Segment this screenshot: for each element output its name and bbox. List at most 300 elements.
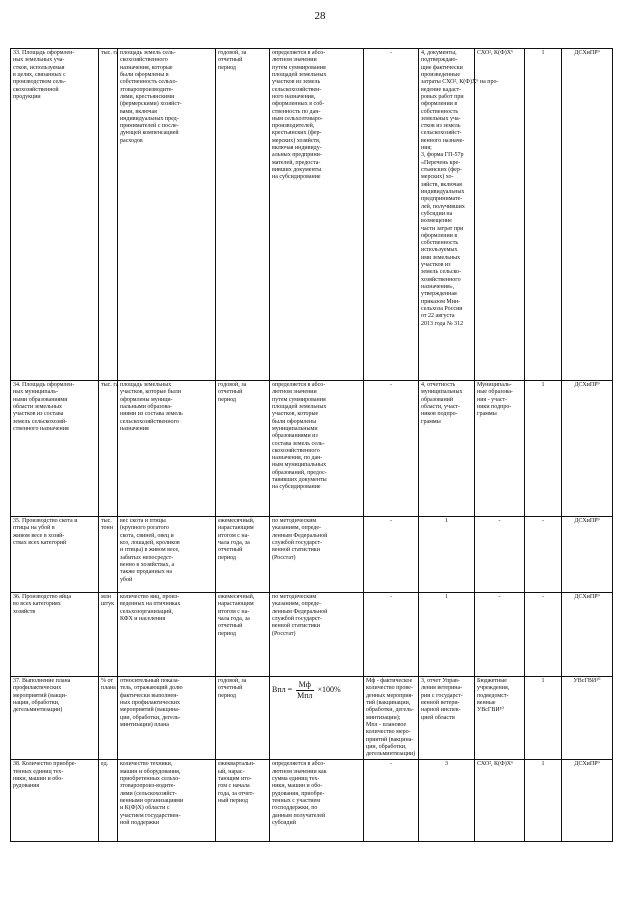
method-line: мерских) хозяйств, xyxy=(272,137,321,144)
indicator-name-cell xyxy=(11,760,99,842)
definition-cell xyxy=(118,381,216,517)
table-row xyxy=(11,677,613,760)
data-source-cell xyxy=(419,381,475,517)
method-cell xyxy=(270,677,364,760)
data-source-line: нарной инспек- xyxy=(421,707,461,714)
definition-line: участков, которые были xyxy=(120,389,181,396)
method-line: лютном значении xyxy=(272,57,317,64)
indicator-name-line: Производство яйца xyxy=(22,594,72,600)
definition-line: пальными образова- xyxy=(120,403,172,410)
rank-cell xyxy=(525,760,562,842)
method-line: указаниям, опреде- xyxy=(272,601,322,608)
rank-cell xyxy=(525,677,562,760)
formula-fraction xyxy=(294,680,315,701)
respondent-line: ные образова- xyxy=(477,389,513,396)
periodicity-cell xyxy=(216,760,270,842)
data-source-line: рии с государст- xyxy=(421,692,463,699)
method-line: службой государст- xyxy=(272,615,323,622)
respondent-line: граммы xyxy=(477,411,497,418)
indicator-name-line: производством сель- xyxy=(13,79,66,86)
method-line: образований, предос- xyxy=(272,469,327,476)
method-line: (Росстат) xyxy=(272,630,296,637)
indicator-name-line: ственного назначения xyxy=(13,425,69,432)
method-cell xyxy=(270,381,364,517)
indicators-table xyxy=(10,48,613,842)
base-indicators-cell xyxy=(364,49,419,381)
periodicity-line: итогом с на- xyxy=(218,608,250,615)
base-indicator-line: Мпл - плановое xyxy=(366,721,407,728)
definition-line: и птицы) в живом весе, xyxy=(120,547,180,554)
definition-cell xyxy=(118,593,216,677)
respondent-line: СХО², К(Ф)Х⁶ xyxy=(477,761,514,768)
indicator-name-line: в целях, связанных с xyxy=(13,71,66,78)
definition-cell xyxy=(118,760,216,842)
unit-line: % от xyxy=(101,678,114,684)
indicator-name-cell xyxy=(11,677,99,760)
method-line: назначения, по дан- xyxy=(272,455,323,462)
definition-line: приобретенных сельхо- xyxy=(120,776,181,783)
table-row xyxy=(11,517,613,593)
rank-value: 1 xyxy=(541,761,545,768)
base-indicator-value: - xyxy=(390,382,392,388)
data-source-line: утвержденная xyxy=(421,291,457,298)
data-source-line: зяйств, включая xyxy=(421,181,462,188)
method-line: ственность по дан- xyxy=(272,108,321,115)
respondent-cell xyxy=(475,381,525,517)
data-source-line: цией области xyxy=(421,714,455,721)
indicator-name-cell xyxy=(11,49,99,381)
base-indicator-value: - xyxy=(390,594,392,600)
periodicity-cell xyxy=(216,677,270,760)
unit-cell xyxy=(99,677,118,760)
table-row xyxy=(11,49,613,381)
data-source-line: 2013 года № 312 xyxy=(421,320,464,327)
data-source-line: ведение кадаст- xyxy=(421,86,462,93)
rank-value: 1 xyxy=(541,678,545,684)
method-line: площадей земельных xyxy=(272,71,327,78)
method-line: венной статистики xyxy=(272,547,320,554)
data-source-line: лей, получивших xyxy=(421,203,465,210)
data-source-line: части затрат при xyxy=(421,225,464,232)
method-line: указаниям, опреде- xyxy=(272,525,322,532)
indicator-name-line: нации, обработки, xyxy=(13,699,60,706)
unit-line: ед. xyxy=(101,761,109,768)
method-line: скохозяйственного xyxy=(272,447,320,454)
data-source-line: области, участ- xyxy=(421,403,461,410)
definition-line: вес скота и птицы xyxy=(120,518,166,524)
definition-line: расходов xyxy=(120,137,143,144)
method-line: ленным Федеральной xyxy=(272,608,328,615)
rank-cell xyxy=(525,49,562,381)
rank-cell xyxy=(525,381,562,517)
definition-line: (крупного рогатого xyxy=(120,525,169,532)
formula-numerator: Мф xyxy=(296,680,314,691)
data-source-line: предпринимате- xyxy=(421,196,463,203)
indicator-name-line: Площадь оформлен- xyxy=(22,50,75,56)
responsible-cell xyxy=(562,517,613,593)
data-source-line: оформлении в xyxy=(421,232,458,239)
indicator-name-line: области земельных xyxy=(13,403,63,410)
formula-rhs: ×100% xyxy=(317,685,341,695)
definition-line: вами, включая xyxy=(120,108,157,115)
method-line: ным муниципальных xyxy=(272,462,327,469)
indicator-name-line: тенных единиц тех- xyxy=(13,768,64,775)
definition-line: забитых непосредст- xyxy=(120,554,174,561)
data-source-line: ния; xyxy=(421,145,432,152)
table-row xyxy=(11,381,613,517)
unit-line: штук xyxy=(101,601,115,608)
periodicity-line: период xyxy=(218,630,236,637)
definition-line: сельскохозяйственного xyxy=(120,418,179,425)
table-row xyxy=(11,593,613,677)
row-number: 35. xyxy=(13,518,21,524)
definition-line: относительный показа- xyxy=(120,678,180,684)
definition-line: зтоваропроизводите- xyxy=(120,86,174,93)
responsible-value: УВсГВИ¹⁰ xyxy=(573,678,601,684)
indicator-name-line: Производство скота и xyxy=(22,518,78,524)
periodicity-line: итогом с на- xyxy=(218,532,250,539)
data-source-line: муниципальных xyxy=(421,389,463,396)
periodicity-line: отчетный xyxy=(218,57,243,64)
definition-line: количество техники, xyxy=(120,761,173,768)
method-line: муниципальными xyxy=(272,425,318,432)
base-indicator-line: денных мероприя- xyxy=(366,692,414,699)
method-line: участков из земель xyxy=(272,79,321,86)
periodicity-line: период xyxy=(218,554,236,561)
periodicity-line: отчетный xyxy=(218,389,243,396)
base-indicator-line: Мф - фактическое xyxy=(366,678,413,684)
definition-line: венно в хозяйствах, а xyxy=(120,561,175,568)
respondent-line: СХО², К(Ф)Х⁶ xyxy=(477,50,514,56)
definition-line: назначения xyxy=(120,425,149,432)
method-line: были оформлены xyxy=(272,418,317,425)
periodicity-line: чала года, за xyxy=(218,615,250,622)
indicator-name-line: птицы на убой в xyxy=(13,525,55,532)
periodicity-line: чала года, за xyxy=(218,539,250,546)
data-source-line: 1 xyxy=(445,518,448,524)
periodicity-line: отчетный xyxy=(218,623,243,630)
row-number: 33. xyxy=(13,50,21,56)
definition-line: скохозяйственного xyxy=(120,57,168,64)
periodicity-line: годовой, за xyxy=(218,678,247,684)
row-number: 38. xyxy=(13,761,21,768)
definition-line: ниями из состава земель xyxy=(120,411,183,418)
definition-line: площадь земель сель- xyxy=(120,50,176,56)
method-line: оформленных в соб- xyxy=(272,101,325,108)
base-indicator-value: - xyxy=(390,761,392,768)
data-source-line: венной ветери- xyxy=(421,699,460,706)
base-indicator-line: дегельминтизации) xyxy=(366,751,416,758)
base-indicator-line: ции, обработки, xyxy=(366,743,407,750)
indicator-name-line: ных муниципаль- xyxy=(13,389,59,396)
method-line: тавивших документы xyxy=(272,477,327,484)
data-source-line: затраты СХО², К(Ф)Х⁶ на про- xyxy=(421,79,499,86)
data-source-line: участков из xyxy=(421,262,451,269)
periodicity-line: нарастающим xyxy=(218,525,254,532)
definition-line: сельхозорганизаций, xyxy=(120,608,173,615)
indicator-name-cell xyxy=(11,381,99,517)
data-source-line: 3 xyxy=(445,761,448,768)
periodicity-line: тающим ито- xyxy=(218,776,252,783)
definition-line: были оформлены в xyxy=(120,71,169,78)
page-number: 28 xyxy=(314,10,326,22)
method-line: участков, которые xyxy=(272,411,319,418)
periodicity-cell xyxy=(216,381,270,517)
method-line: сельскохозяйствен- xyxy=(272,86,322,93)
respondent-line: Муниципаль- xyxy=(477,382,512,388)
data-source-line: назначения», xyxy=(421,284,455,290)
method-line: включая индивиду- xyxy=(272,145,322,152)
row-number: 37. xyxy=(13,678,21,684)
data-source-line: субсидии на xyxy=(421,210,453,217)
method-line: образованиями из xyxy=(272,433,318,440)
method-line: (Росстат) xyxy=(272,554,296,561)
method-line: лютном значении как xyxy=(272,768,327,775)
definition-line: КФХ и населения xyxy=(120,615,166,622)
unit-line: тыс. xyxy=(101,518,112,524)
data-source-cell xyxy=(419,517,475,593)
method-cell xyxy=(270,593,364,677)
definition-line: собственность сельхо- xyxy=(120,79,178,86)
method-line: господдержки, по xyxy=(272,805,318,812)
responsible-value: ДСХиПР⁹ xyxy=(574,518,600,524)
indicator-name-line: скохозяйственной xyxy=(13,86,59,93)
row-number: 34. xyxy=(13,382,21,388)
data-source-line: хозяйственного xyxy=(421,276,461,283)
data-source-line: земель сельско- xyxy=(421,269,462,276)
responsible-value: ДСХиПР⁹ xyxy=(574,761,600,768)
data-source-line: щие фактически xyxy=(421,64,463,71)
periodicity-line: ежемесячный, xyxy=(218,594,255,600)
definition-line: лями, крестьянскими xyxy=(120,93,175,100)
base-indicator-line: приятий (вакцина- xyxy=(366,736,414,743)
data-source-line: ими земельных xyxy=(421,254,461,261)
unit-line: млн xyxy=(101,594,112,600)
data-source-line: земельных уча- xyxy=(421,115,461,122)
periodicity-line: период xyxy=(218,692,236,699)
responsible-cell xyxy=(562,677,613,760)
respondent-line: Бюджетные xyxy=(477,678,507,684)
method-cell xyxy=(270,49,364,381)
data-source-line: 1 xyxy=(445,594,448,600)
data-source-line: приказом Мин- xyxy=(421,298,461,305)
responsible-cell xyxy=(562,49,613,381)
method-line: сумма единиц тех- xyxy=(272,776,320,783)
periodicity-line: нарастающим xyxy=(218,601,254,608)
indicator-name-line: ных земельных уча- xyxy=(13,57,65,64)
indicator-name-line: земель сельскохозяй- xyxy=(13,418,68,425)
periodicity-cell xyxy=(216,593,270,677)
respondent-line: ния - участ- xyxy=(477,396,508,403)
respondent-cell xyxy=(475,517,525,593)
method-line: службой государст- xyxy=(272,539,323,546)
rank-cell xyxy=(525,593,562,677)
definition-line: тель, отражающий долю xyxy=(120,685,183,692)
data-source-line: 4, документы, xyxy=(421,50,457,56)
indicator-name-line: мероприятий (вакци- xyxy=(13,692,67,699)
definition-cell xyxy=(118,49,216,381)
periodicity-line: ежемесячный, xyxy=(218,518,255,524)
base-indicator-line: количество меро- xyxy=(366,729,411,736)
method-line: площадей земельных xyxy=(272,403,327,410)
data-source-line: граммы xyxy=(421,418,441,425)
method-cell xyxy=(270,760,364,842)
method-line: ники, машин и обо- xyxy=(272,783,323,790)
formula-lhs: Впл = xyxy=(272,685,293,695)
respondent-cell xyxy=(475,593,525,677)
definition-line: назначения, которые xyxy=(120,64,173,71)
data-source-line: венного назначе- xyxy=(421,137,465,144)
definition-line: веденных на птичниках xyxy=(120,601,181,608)
indicator-name-line: рудования xyxy=(13,783,40,790)
respondent-cell xyxy=(475,760,525,842)
data-source-cell xyxy=(419,760,475,842)
definition-line: коз, лошадей, кроликов xyxy=(120,539,180,546)
periodicity-line: период xyxy=(218,396,236,403)
definition-line: (фермерскими) хозяйст- xyxy=(120,101,182,108)
method-line: вивших документы xyxy=(272,167,322,173)
respondent-cell xyxy=(475,49,525,381)
method-line: крестьянских (фер- xyxy=(272,130,322,137)
indicator-name-line: Количество приобре- xyxy=(22,761,77,768)
data-source-line: оформлении в xyxy=(421,101,458,108)
data-source-cell xyxy=(419,677,475,760)
data-source-line: собственность xyxy=(421,108,459,115)
definition-line: и К(Ф)Х) области с xyxy=(120,805,170,812)
base-indicators-cell xyxy=(364,677,419,760)
definition-line: венными организациями xyxy=(120,798,184,804)
indicator-name-line: хозяйств xyxy=(13,608,36,615)
indicator-name-line: профилактических xyxy=(13,685,62,692)
definition-line: минтизации) плана xyxy=(120,721,169,728)
definition-line: оформлены муници- xyxy=(120,396,173,403)
base-indicator-line: обработки, дегель- xyxy=(366,707,414,714)
periodicity-line: годовой, за xyxy=(218,382,247,388)
data-source-line: от 22 августа xyxy=(421,313,455,320)
method-line: определяется в абсо- xyxy=(272,50,326,56)
unit-line: тонн xyxy=(101,525,113,532)
unit-line: тыс. га xyxy=(101,382,119,388)
indicator-name-line: ными образованиями xyxy=(13,396,68,403)
method-line: венной статистики xyxy=(272,623,320,630)
base-indicators-cell xyxy=(364,381,419,517)
base-indicator-line: количество прове- xyxy=(366,685,413,692)
responsible-value: ДСХиПР⁹ xyxy=(574,382,600,388)
data-source-line: собственность xyxy=(421,240,459,247)
formula xyxy=(272,680,361,701)
method-line: данным получателей xyxy=(272,812,326,819)
indicator-name-line: Выполнение плана xyxy=(22,678,71,684)
base-indicator-value: - xyxy=(390,518,392,524)
row-number: 36. xyxy=(13,594,21,600)
indicator-name-line: живом весе в хозяй- xyxy=(13,532,65,539)
data-source-line: стьянских (фер- xyxy=(421,167,462,173)
indicator-name-line: ники, машин и обо- xyxy=(13,776,64,783)
method-line: на субсидирование xyxy=(272,484,321,491)
indicator-name-cell xyxy=(11,517,99,593)
data-source-line: индивидуальных xyxy=(421,188,465,195)
respondent-cell xyxy=(475,677,525,760)
data-source-line: мерских) хо- xyxy=(421,174,454,181)
base-indicator-value: - xyxy=(390,50,392,56)
table-row xyxy=(11,760,613,842)
indicator-name-line: продукции xyxy=(13,93,41,100)
respondent-line: - xyxy=(498,594,501,600)
data-source-line: «Перечень кре- xyxy=(421,159,461,166)
data-source-line: образований xyxy=(421,396,454,403)
definition-line: количество яиц, произ- xyxy=(120,594,180,600)
data-source-line: возмещение xyxy=(421,218,452,225)
unit-cell xyxy=(99,381,118,517)
definition-line: скота, свиней, овец и xyxy=(120,532,174,539)
method-line: ленным Федеральной xyxy=(272,532,328,539)
definition-cell xyxy=(118,677,216,760)
definition-line: индивидуальных пред- xyxy=(120,115,179,122)
periodicity-line: ый, нараc- xyxy=(218,768,245,775)
responsible-cell xyxy=(562,593,613,677)
indicator-name-line: стков, используемая xyxy=(13,64,65,71)
method-line: ным сельхозтоваро- xyxy=(272,115,323,122)
definition-line: дующей компенсацией xyxy=(120,130,179,137)
definition-line: принимателей с после- xyxy=(120,123,179,130)
periodicity-cell xyxy=(216,49,270,381)
indicator-name-line: Площадь оформлен- xyxy=(22,382,75,388)
data-source-cell xyxy=(419,49,499,381)
unit-cell xyxy=(99,593,118,677)
formula-denominator: Мпл xyxy=(297,690,313,700)
unit-line: плана xyxy=(101,685,116,692)
data-source-line: 4, отчетность xyxy=(421,382,456,388)
definition-line: площадь земельных xyxy=(120,382,172,388)
data-source-line: 3, форма ГП-57р xyxy=(421,152,464,159)
definition-line: зтоваропроиз-водите- xyxy=(120,783,176,790)
method-line: определяется в абсо- xyxy=(272,382,326,388)
data-source-line: ровых работ при xyxy=(421,93,464,100)
data-source-line: используемых xyxy=(421,247,458,254)
periodicity-line: года, за отчет- xyxy=(218,790,255,797)
data-source-line: сельхоза России xyxy=(421,305,463,312)
periodicity-line: отчетный xyxy=(218,685,243,692)
method-line: путем суммирования xyxy=(272,396,326,403)
method-line: состава земель сель- xyxy=(272,440,325,447)
data-source-line: сельскохозяйст- xyxy=(421,130,462,137)
indicator-name-cell xyxy=(11,593,99,677)
periodicity-line: годовой, за xyxy=(218,50,247,56)
method-line: производителей, xyxy=(272,123,315,130)
method-line: субсидий xyxy=(272,819,296,826)
definition-line: ной поддержки xyxy=(120,819,159,826)
base-indicator-line: минтизации); xyxy=(366,714,401,721)
periodicity-line: период xyxy=(218,64,236,71)
responsible-cell xyxy=(562,760,613,842)
rank-value: - xyxy=(542,594,544,600)
data-source-line: произведенные xyxy=(421,71,461,78)
method-line: на субсидирование xyxy=(272,174,321,181)
periodicity-line: ежеквартальн- xyxy=(218,761,255,768)
definition-line: участием государствен- xyxy=(120,812,181,819)
base-indicators-cell xyxy=(364,517,419,593)
definition-line: убой xyxy=(120,576,133,583)
method-line: определяется в абсо- xyxy=(272,761,326,768)
method-line: тенных с участием xyxy=(272,798,321,804)
rank-cell xyxy=(525,517,562,593)
respondent-line: ники подпро- xyxy=(477,403,512,410)
method-line: мателей, предоста- xyxy=(272,159,321,166)
definition-line: ных профилактических xyxy=(120,699,180,706)
respondent-line: - xyxy=(498,518,501,524)
periodicity-line: ный период xyxy=(218,798,248,804)
definition-line: фактически выполнен- xyxy=(120,692,179,699)
